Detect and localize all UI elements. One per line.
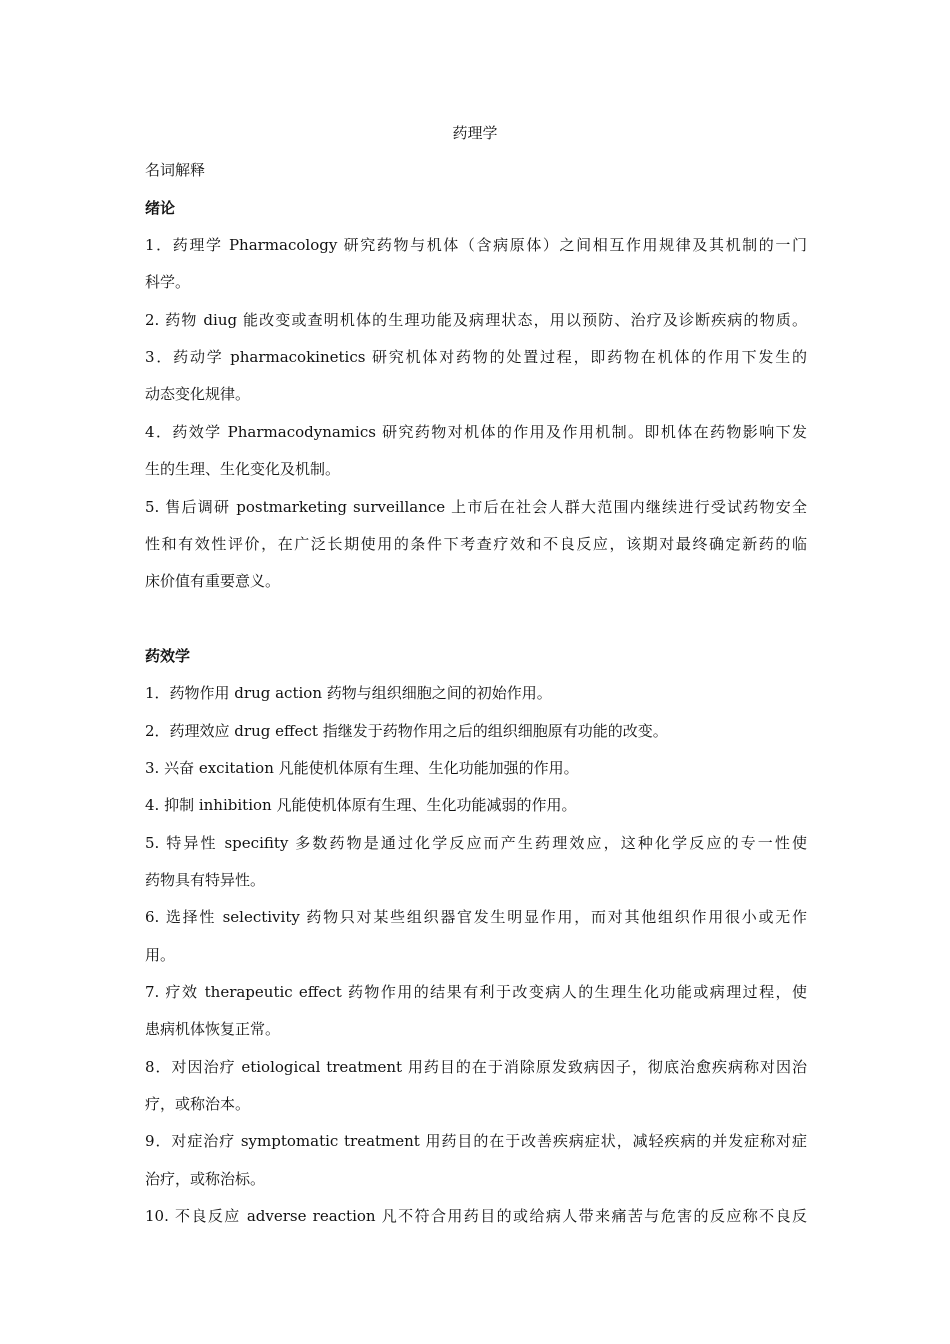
paragraph-line: 10. 不良反应 adverse reaction 凡不符合用药目的或给病人带来痛苦与危害的反应称不良反 bbox=[145, 1207, 807, 1225]
paragraph-line: 生的生理、生化变化及机制。 bbox=[145, 460, 341, 478]
paragraph-line: 4. 抑制 inhibition 凡能使机体原有生理、生化功能减弱的作用。 bbox=[145, 796, 577, 814]
paragraph-line: 用。 bbox=[145, 946, 176, 964]
paragraph-line: 药物具有特异性。 bbox=[145, 871, 266, 889]
paragraph-line: 1．药物作用 drug action 药物与组织细胞之间的初始作用。 bbox=[145, 684, 552, 702]
paragraph-line: 8．对因治疗 etiological treatment 用药目的在于消除原发致病因子，彻底治愈疾病称对因治 bbox=[145, 1058, 807, 1076]
paragraph-line: 4．药效学 Pharmacodynamics 研究药物对机体的作用及作用机制。即机体在药物影响下发 bbox=[145, 423, 807, 441]
paragraph-line: 科学。 bbox=[145, 273, 191, 291]
paragraph-line: 1．药理学 Pharmacology 研究药物与机体（含病原体）之间相互作用规律及其机制的一门 bbox=[145, 236, 807, 254]
paragraph-line: 3．药动学 pharmacokinetics 研究机体对药物的处置过程，即药物在机体的作用下发生的 bbox=[145, 348, 807, 366]
paragraph-line: 3. 兴奋 excitation 凡能使机体原有生理、生化功能加强的作用。 bbox=[145, 759, 579, 777]
paragraph-line: 性和有效性评价，在广泛长期使用的条件下考查疗效和不良反应，该期对最终确定新药的临 bbox=[145, 535, 807, 553]
paragraph-line: 5. 特异性 specifity 多数药物是通过化学反应而产生药理效应，这种化学反应的专一性使 bbox=[145, 834, 807, 852]
paragraph-line: 9．对症治疗 symptomatic treatment 用药目的在于改善疾病症状，减轻疾病的并发症称对症 bbox=[145, 1132, 807, 1150]
paragraph-line: 2．药理效应 drug effect 指继发于药物作用之后的组织细胞原有功能的改变。 bbox=[145, 722, 668, 740]
paragraph-line: 床价值有重要意义。 bbox=[145, 572, 281, 590]
section-heading: 绪论 bbox=[145, 199, 176, 217]
paragraph-line: 6. 选择性 selectivity 药物只对某些组织器官发生明显作用，而对其他组织作用很小或无作 bbox=[145, 908, 807, 926]
paragraph-line: 疗，或称治本。 bbox=[145, 1095, 251, 1113]
paragraph-line: 动态变化规律。 bbox=[145, 385, 251, 403]
paragraph-line: 2. 药物 diug 能改变或查明机体的生理功能及病理状态，用以预防、治疗及诊断疾病的物质。 bbox=[145, 311, 807, 329]
paragraph-line: 治疗，或称治标。 bbox=[145, 1170, 266, 1188]
paragraph-line: 患病机体恢复正常。 bbox=[145, 1020, 281, 1038]
document-subtitle: 名词解释 bbox=[145, 161, 206, 179]
paragraph-line: 5. 售后调研 postmarketing surveillance 上市后在社会人群大范围内继续进行受试药物安全 bbox=[145, 498, 807, 516]
page-title: 药理学 bbox=[452, 124, 498, 142]
section-heading: 药效学 bbox=[145, 647, 191, 665]
paragraph-line: 7. 疗效 therapeutic effect 药物作用的结果有利于改变病人的生理生化功能或病理过程，使 bbox=[145, 983, 807, 1001]
